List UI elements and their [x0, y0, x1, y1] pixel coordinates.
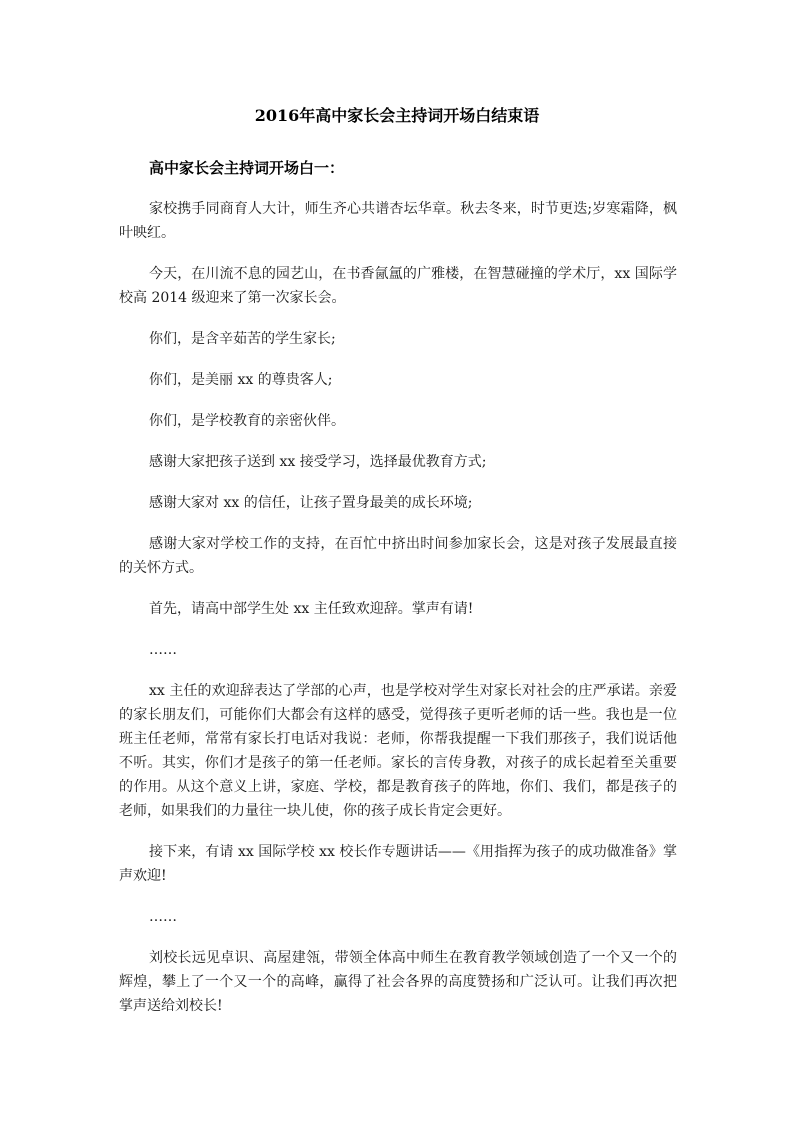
paragraph: 接下来，有请 xx 国际学校 xx 校长作专题讲话——《用指挥为孩子的成功做准备》掌声欢迎!	[119, 844, 677, 884]
document-body	[119, 157, 677, 1035]
ellipsis-line: ……	[149, 909, 177, 925]
paragraph: 你们，是学校教育的亲密伙伴。	[149, 413, 345, 429]
paragraph: 你们，是美丽 xx 的尊贵客人;	[149, 372, 333, 388]
document-title: 2016年高中家长会主持词开场白结束语	[254, 106, 540, 125]
paragraph: 你们，是含辛茹苦的学生家长;	[149, 331, 336, 347]
ellipsis-line: ……	[149, 642, 177, 658]
paragraph: 今天，在川流不息的园艺山，在书香氤氲的广雅楼，在智慧碰撞的学术厅，xx 国际学校高 2014 级迎来了第一次家长会。	[119, 266, 677, 306]
paragraph: 家校携手同商育人大计，师生齐心共谱杏坛华章。秋去冬来，时节更迭;岁寒霜降，枫叶映红。	[119, 201, 677, 241]
paragraph: 刘校长远见卓识、高屋建瓴，带领全体高中师生在教育教学领域创造了一个又一个的辉煌，攀上了一个又一个的高峰，赢得了社会各界的高度赞扬和广泛认可。让我们再次把掌声送给刘校长!	[119, 950, 677, 1014]
paragraph: 首先，请高中部学生处 xx 主任致欢迎辞。掌声有请!	[149, 601, 474, 617]
paragraph: 感谢大家对学校工作的支持，在百忙中挤出时间参加家长会，这是对孩子发展最直接的关怀方式。	[119, 536, 677, 576]
paragraph: xx 主任的欢迎辞表达了学部的心声，也是学校对学生对家长对社会的庄严承诺。亲爱的家长朋友们，可能你们大都会有这样的感受，觉得孩子更听老师的话一些。我也是一位班主任老师，常常有家长打电话对我说：老师，你帮我提醒一下我们那孩子，我们说话他不听。其实，你们才是孩子的第一任老师。家长的言传身教，对孩子的成长起着至关重要的作用。从这个意义上讲，家庭、学校，都是教育孩子的阵地，你们、我们，都是孩子的老师，如果我们的力量往一块儿使，你的孩子成长肯定会更好。	[119, 683, 677, 819]
paragraph: 感谢大家对 xx 的信任，让孩子置身最美的成长环境;	[149, 495, 473, 511]
section-heading: 高中家长会主持词开场白一：	[149, 159, 345, 177]
paragraph: 感谢大家把孩子送到 xx 接受学习，选择最优教育方式;	[149, 454, 487, 470]
